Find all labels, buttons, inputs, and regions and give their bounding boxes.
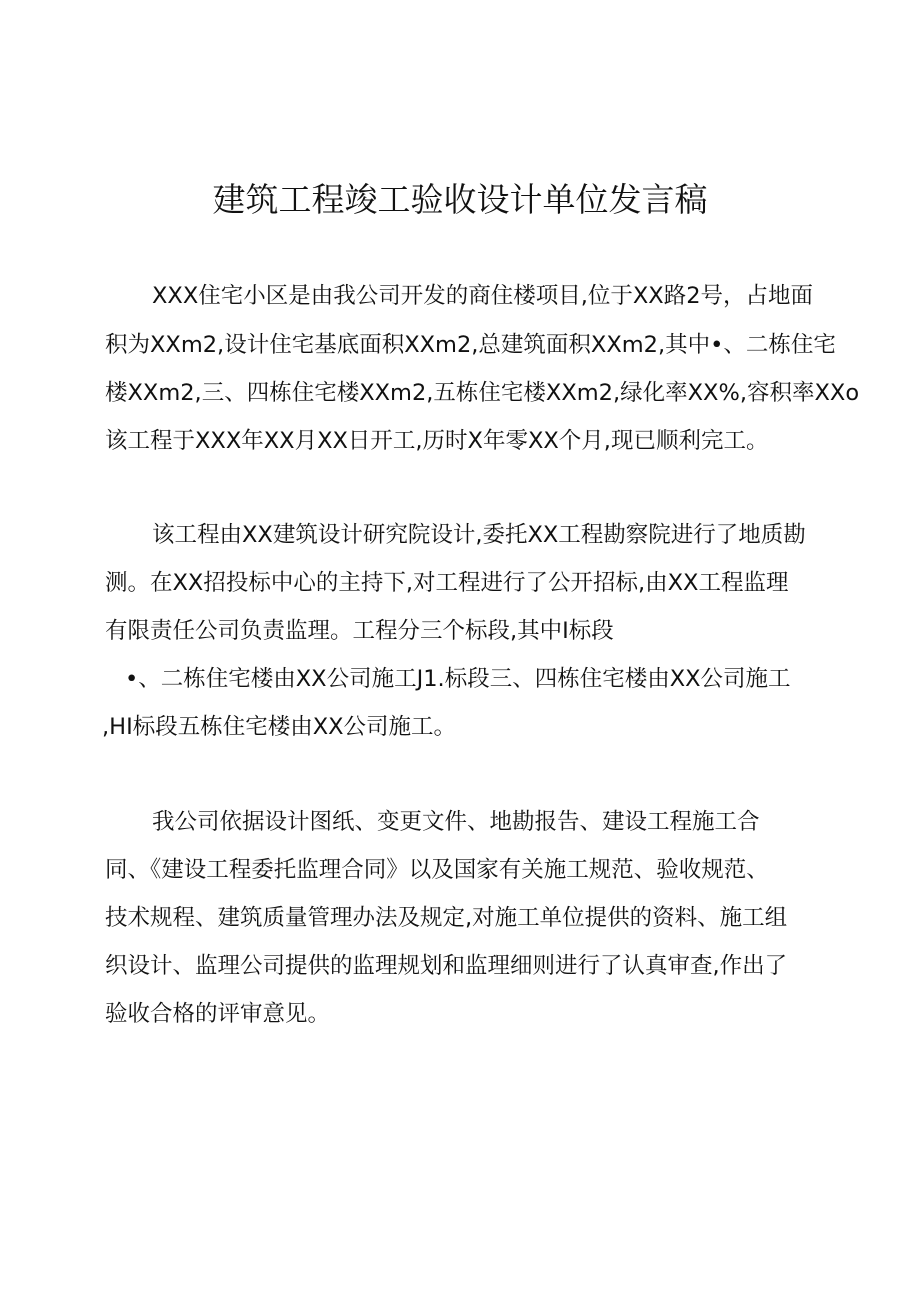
- paragraph-2-line-4: •、二栋住宅楼由XX公司施工J1.标段三、四栋住宅楼由XX公司施工: [125, 666, 791, 692]
- paragraph-2-line-3: 有限责任公司负责监理。工程分三个标段,其中I标段: [105, 618, 614, 644]
- paragraph-3-line-2: 同、《建设工程委托监理合同》以及国家有关施工规范、验收规范、: [105, 857, 769, 883]
- paragraph-1-line-4: 该工程于XXX年XX月XX日开工,历时X年零XX个月,现已顺利完工。: [105, 428, 769, 454]
- paragraph-2-line-2: 测。在XX招投标中心的主持下,对工程进行了公开招标,由XX工程监理: [105, 570, 789, 596]
- paragraph-3-line-3: 技术规程、建筑质量管理办法及规定,对施工单位提供的资料、施工组: [105, 905, 788, 931]
- paragraph-2-line-1: 该工程由XX建筑设计研究院设计,委托XX工程勘察院进行了地质勘: [152, 522, 806, 548]
- paragraph-1-line-2: 积为XXm2,设计住宅基底面积XXm2,总建筑面积XXm2,其中•、二栋住宅: [105, 332, 836, 358]
- paragraph-3-line-4: 织设计、监理公司提供的监理规划和监理细则进行了认真审查,作出了: [105, 953, 788, 979]
- paragraph-3-line-5: 验收合格的评审意见。: [105, 1001, 331, 1027]
- paragraph-3-line-1: 我公司依据设计图纸、变更文件、地勘报告、建设工程施工合: [152, 809, 760, 835]
- paragraph-1-line-3: 楼XXm2,三、四栋住宅楼XXm2,五栋住宅楼XXm2,绿化率XX%,容积率XXo: [105, 380, 860, 406]
- document-title: 建筑工程竣工验收设计单位发言稿: [212, 180, 708, 219]
- paragraph-2-line-5: ,HI标段五栋住宅楼由XX公司施工。: [102, 714, 457, 740]
- paragraph-1-line-1: XXX住宅小区是由我公司开发的商住楼项目,位于XX路2号，占地面: [152, 283, 814, 309]
